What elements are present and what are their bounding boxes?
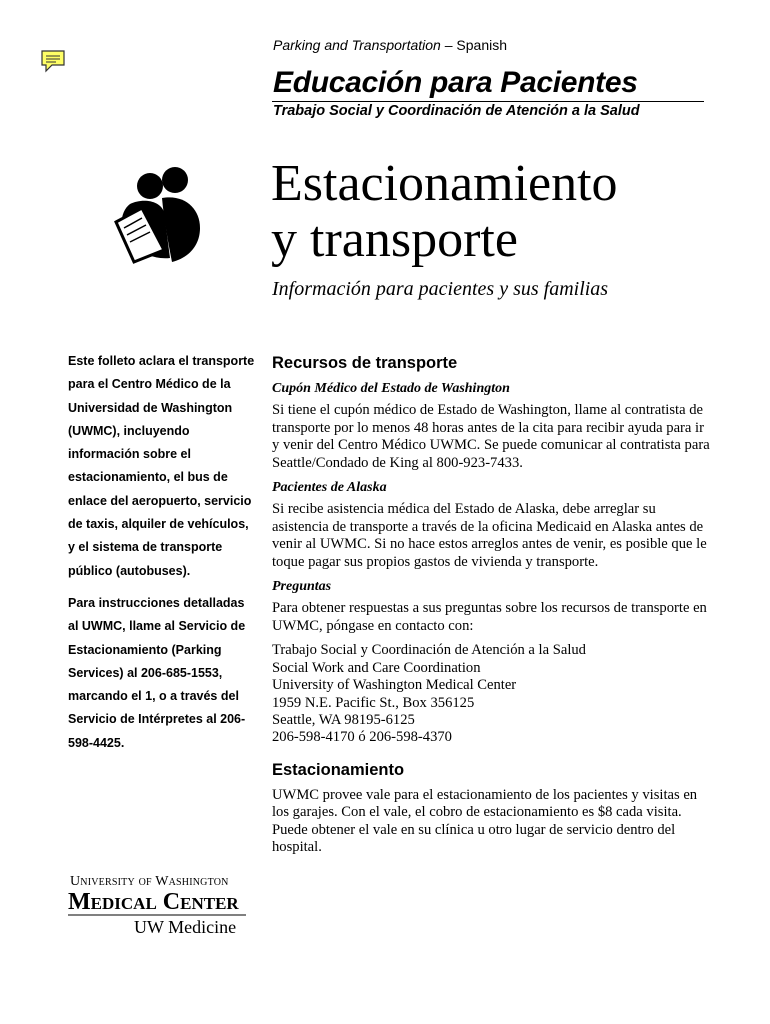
series-title: Educación para Pacientes: [273, 66, 638, 99]
address-line: Seattle, WA 98195-6125: [272, 711, 415, 728]
page-title-line1: Estacionamiento: [271, 155, 618, 212]
contact-phone-numbers: 206-598-4170 ó 206-598-4370: [272, 729, 452, 746]
note-comment-icon[interactable]: [40, 48, 66, 74]
document-series-label: [273, 37, 507, 53]
sidebar-contact-paragraph: Para instrucciones detalladas al UWMC, llame al Servicio de Estacionamiento (Parking Services) al 206-685-1553, marcando el 1, o a través del Servicio de Intérpretes al 206-598-4425.: [68, 595, 246, 750]
page-subtitle: Información para pacientes y sus familias: [272, 278, 609, 300]
logo-line3: UW Medicine: [134, 917, 237, 937]
paragraph-washington-coupon: Si tiene el cupón médico de Estado de Washington, llame al contratista de transporte por lo menos 48 horas antes de la cita para recibir ayuda para ir y venir del Centro Médico UWMC. Se puede comunicar al contratista para Seattle/Condado de King al 800-923-7433.: [272, 402, 710, 471]
logo-line2: Medical Center: [68, 889, 239, 915]
patient-family-reading-icon: [112, 162, 204, 266]
paragraph-alaska-patients: Si recibe asistencia médica del Estado de Alaska, debe arreglar su asistencia de transporte a través de la oficina Medicaid en Alaska antes de venir al UWMC. Si no hace estos arreglos antes de venir, es posible que le toque pagar sus propios gastos de vivienda y transporte.: [272, 501, 707, 570]
series-label-language: – Spanish: [440, 37, 508, 53]
page-title-line2: y transporte: [271, 211, 518, 268]
page-title: [271, 156, 618, 268]
address-line: University of Washington Medical Center: [272, 677, 517, 694]
department-subtitle: Trabajo Social y Coordinación de Atención a la Salud: [273, 103, 640, 119]
series-label-topic: Parking and Transportation: [273, 37, 441, 53]
sidebar-summary: [68, 350, 258, 764]
contact-address: [272, 642, 712, 746]
address-line: Trabajo Social y Coordinación de Atención a la Salud: [272, 642, 586, 659]
subheading-questions: Preguntas: [272, 579, 332, 595]
address-line: Social Work and Care Coordination: [272, 659, 481, 676]
subheading-alaska-patients: Pacientes de Alaska: [272, 480, 387, 496]
header-divider: [272, 101, 704, 102]
uw-medical-center-logo: [68, 868, 248, 938]
subheading-washington-coupon: Cupón Médico del Estado de Washington: [272, 381, 510, 396]
logo-line1: University of Washington: [70, 874, 229, 889]
sidebar-intro-paragraph: Este folleto aclara el transporte para el Centro Médico de la Universidad de Washington (UWMC), incluyendo información sobre el estacionamiento, el bus de enlace del aeropuerto, servicio de taxis, alquiler de vehículos, y el sistema de transporte público (autobuses).: [68, 354, 255, 578]
section-heading-parking: Estacionamiento: [272, 760, 405, 779]
address-line: 1959 N.E. Pacific St., Box 356125: [272, 694, 475, 711]
paragraph-parking: UWMC provee vale para el estacionamiento de los pacientes y visitas en los garajes. Con el vale, el cobro de estacionamiento es $8 cada visita. Puede obtener el vale en su clínica u otro lugar de servicio dentro del hospital.: [272, 786, 698, 855]
section-heading-transport: Recursos de transporte: [272, 354, 458, 372]
main-content: [272, 352, 712, 863]
paragraph-questions: Para obtener respuestas a sus preguntas sobre los recursos de transporte en UWMC, póngase en contacto con:: [272, 600, 707, 634]
